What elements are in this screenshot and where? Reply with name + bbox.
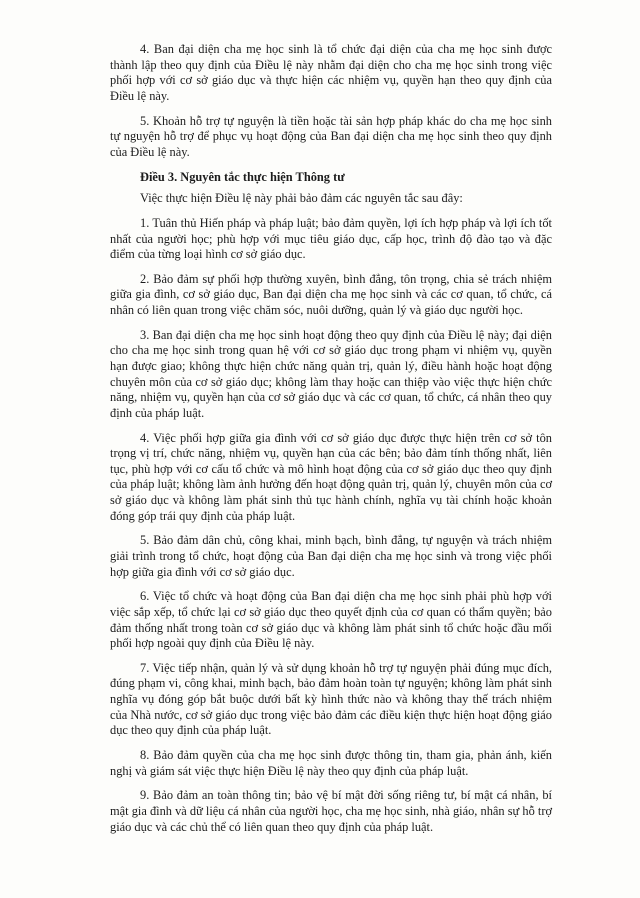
principle-2: 2. Bảo đảm sự phối hợp thường xuyên, bình đẳng, tôn trọng, chia sẻ trách nhiệm giữa gia đình, cơ sở giáo dục, Ban đại diện cha mẹ học sinh và các cơ quan, tổ chức, cá nhân có liên quan trong việc chăm sóc, nuôi dưỡng, quản lý và giáo dục người học. bbox=[110, 271, 552, 318]
principle-1: 1. Tuân thủ Hiến pháp và pháp luật; bảo đảm quyền, lợi ích hợp pháp và lợi ích tốt nhất của người học; phù hợp với mục tiêu giáo dục, cấp học, trình độ đào tạo và đặc điểm của từng loại hình cơ sở giáo dục. bbox=[110, 215, 552, 262]
principle-5: 5. Bảo đảm dân chủ, công khai, minh bạch, bình đẳng, tự nguyện và trách nhiệm giải trình trong tổ chức, hoạt động của Ban đại diện cha mẹ học sinh và trong việc phối hợp giữa gia đình với cơ sở giáo dục. bbox=[110, 533, 552, 579]
definition-paragraph-4: 4. Ban đại diện cha mẹ học sinh là tổ chức đại diện của cha mẹ học sinh được thành lập theo quy định của Điều lệ này nhằm đại diện cho cha mẹ học sinh trong việc phối hợp với cơ sở giáo dục và thực hiện các nhiệm vụ, quyền hạn theo quy định của Điều lệ này. bbox=[110, 42, 552, 103]
principle-3: 3. Ban đại diện cha mẹ học sinh hoạt động theo quy định của Điều lệ này; đại diện cho cha mẹ học sinh trong quan hệ với cơ sở giáo dục trong phạm vi nhiệm vụ, quyền hạn được giao; không thực hiện chức năng quản trị, quản lý, điều hành hoặc hoạt động chuyên môn của cơ sở giáo dục; không làm thay hoặc can thiệp vào việc thực hiện chức năng, nhiệm vụ, quyền hạn của cơ sở giáo dục và các cơ quan, tổ chức, cá nhân theo quy định của pháp luật. bbox=[110, 327, 552, 420]
principle-6: 6. Việc tổ chức và hoạt động của Ban đại diện cha mẹ học sinh phải phù hợp với việc sắp xếp, tổ chức lại cơ sở giáo dục theo quyết định của cơ quan có thẩm quyền; bảo đảm thống nhất trong toàn cơ sở giáo dục và không làm phát sinh tổ chức hoặc đầu mối phối hợp ngoài quy định của Điều lệ này. bbox=[110, 589, 552, 651]
principle-7: 7. Việc tiếp nhận, quản lý và sử dụng khoản hỗ trợ tự nguyện phải đúng mục đích, đúng phạm vi, công khai, minh bạch, bảo đảm hoàn toàn tự nguyện; không làm phát sinh nghĩa vụ đóng góp bắt buộc dưới bất kỳ hình thức nào và không thay thế trách nhiệm của Nhà nước, cơ sở giáo dục trong việc bảo đảm các điều kiện thực hiện hoạt động giáo dục theo quy định của pháp luật. bbox=[110, 660, 552, 738]
definition-paragraph-5: 5. Khoản hỗ trợ tự nguyện là tiền hoặc tài sản hợp pháp khác do cha mẹ học sinh tự nguyện hỗ trợ để phục vụ hoạt động của Ban đại diện cha mẹ học sinh theo quy định của Điều lệ này. bbox=[110, 113, 552, 159]
article-3-heading: Điều 3. Nguyên tắc thực hiện Thông tư bbox=[140, 169, 345, 184]
principle-9: 9. Bảo đảm an toàn thông tin; bảo vệ bí mật đời sống riêng tư, bí mật cá nhân, bí mật gia đình và dữ liệu cá nhân của người học, cha mẹ học sinh, nhà giáo, nhân sự hỗ trợ giáo dục và các chủ thể có liên quan theo quy định của pháp luật. bbox=[110, 788, 552, 834]
principle-8: 8. Bảo đảm quyền của cha mẹ học sinh được thông tin, tham gia, phản ánh, kiến nghị và giám sát việc thực hiện Điều lệ này theo quy định của pháp luật. bbox=[110, 748, 552, 778]
principle-4: 4. Việc phối hợp giữa gia đình với cơ sở giáo dục được thực hiện trên cơ sở tôn trọng vị trí, chức năng, nhiệm vụ, quyền hạn của các bên; bảo đảm tính thống nhất, liên tục, phù hợp với cơ cấu tổ chức và mô hình hoạt động của cơ sở giáo dục theo quy định của pháp luật; không làm ảnh hưởng đến hoạt động quản trị, quản lý, chuyên môn của cơ sở giáo dục và không làm phát sinh thủ tục hành chính, nghĩa vụ tài chính hoặc khoản đóng góp trái quy định của pháp luật. bbox=[110, 430, 552, 523]
principles-intro: Việc thực hiện Điều lệ này phải bảo đảm các nguyên tắc sau đây: bbox=[140, 191, 463, 206]
